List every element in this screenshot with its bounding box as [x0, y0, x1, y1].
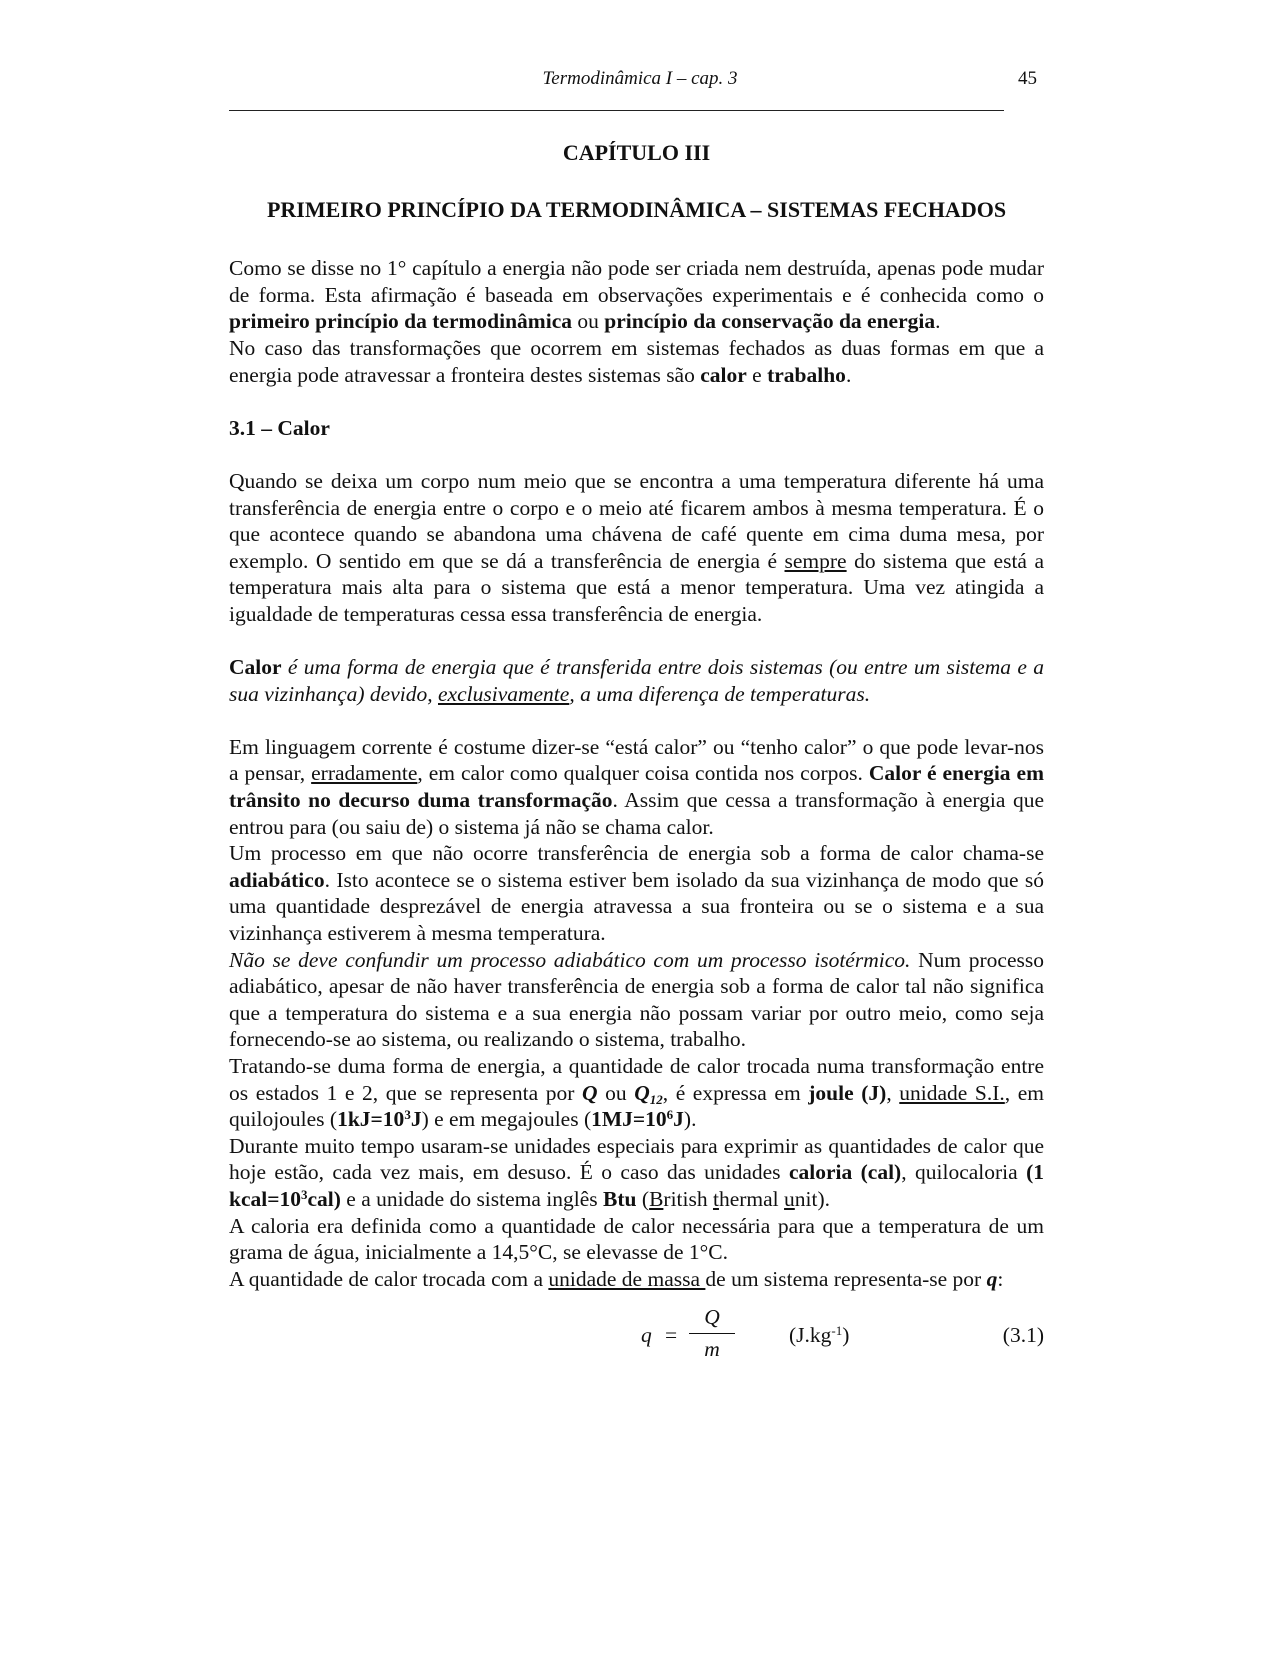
- section-heading: 3.1 – Calor: [229, 415, 330, 440]
- calor-paragraph-4: Um processo em que não ocorre transferência de energia sob a forma de calor chama-se adiabático. Isto acontece se o sistema estiver bem isolado da sua vizinhança de modo que só uma quantidade desprezável de energia atravessa a sua fronteira ou se o sistema e a sua vizinhança estiverem à mesma temperatura.: [229, 841, 1044, 946]
- calor-paragraph-9: A quantidade de calor trocada com a unidade de massa de um sistema representa-se por q:: [229, 1266, 1004, 1291]
- formula-unit: $(J.kg^{-1})$: [789, 1323, 850, 1348]
- running-header-title: Termodinâmica I – cap. 3: [542, 68, 738, 89]
- fraction-bar: [689, 1333, 735, 1334]
- header-rule: [229, 110, 1004, 111]
- equation-number: (3.1): [1002, 1323, 1044, 1348]
- calor-paragraph-3: Em linguagem corrente é costume dizer-se “está calor” ou “tenho calor” o que pode levar-nos a pensar, erradamente, em calor como qualquer coisa contida nos corpos. Calor é energia em trânsito no decurso duma transformação. Assim que cessa a transformação à energia que entrou para (ou saiu de) o sistema já não se chama calor.: [229, 734, 1044, 839]
- calor-paragraph-5: Não se deve confundir um processo adiabático com um processo isotérmico. Num processo adiabático, apesar de não haver transferência de energia sob a forma de calor tal não significa que a temperatura do sistema e a sua energia não possam variar por outro meio, como seja fornecendo-se ao sistema, ou realizando o sistema, trabalho.: [229, 947, 1044, 1052]
- formula-numerator: Q: [704, 1305, 720, 1330]
- formula-denominator: m: [704, 1336, 720, 1361]
- page-number: 45: [1018, 68, 1037, 89]
- chapter-label: CAPÍTULO III: [562, 140, 711, 165]
- equation-3-1: [229, 1302, 1044, 1372]
- chapter-title: PRIMEIRO PRINCÍPIO DA TERMODINÂMICA – SISTEMAS FECHADOS: [266, 196, 1007, 222]
- intro-paragraph-2: No caso das transformações que ocorrem em sistemas fechados as duas formas em que a energia pode atravessar a fronteira destes sistemas são calor e trabalho.: [229, 335, 1044, 387]
- page-body: [229, 132, 1044, 1372]
- intro-paragraph-1: Como se disse no 1° capítulo a energia não pode ser criada nem destruída, apenas pode mudar de forma. Esta afirmação é baseada em observações experimentais e é conhecida como o primeiro princípio da termodinâmica ou princípio da conservação da energia.: [229, 256, 1044, 334]
- formula-fraction: [689, 1304, 735, 1362]
- formula-equals: =: [665, 1323, 678, 1348]
- calor-paragraph-8: A caloria era definida como a quantidade de calor necessária para que a temperatura de um grama de água, inicialmente a 14,5°C, se elevasse de 1°C.: [229, 1213, 1044, 1265]
- calor-paragraph-7: Durante muito tempo usaram-se unidades especiais para exprimir as quantidades de calor que hoje estão, cada vez mais, em desuso. É o caso das unidades caloria (cal), quilocaloria (1 $kcal=10^3cal$) e a unidade do sistema inglês Btu (British thermal unit).: [229, 1133, 1045, 1211]
- formula-lhs: q: [641, 1323, 652, 1348]
- calor-paragraph-1: Quando se deixa um corpo num meio que se encontra a uma temperatura diferente há uma transferência de energia entre o corpo e o meio até ficarem ambos à mesma temperatura. É o que acontece quando se abandona uma chávena de café quente em cima duma mesa, por exemplo. O sentido em que se dá a transferência de energia é sempre do sistema que está a temperatura mais alta para o sistema que está a menor temperatura. Uma vez atingida a igualdade de temperaturas cessa essa transferência de energia.: [229, 468, 1044, 626]
- calor-definition: Calor é uma forma de energia que é transferida entre dois sistemas (ou entre um sistema e a sua vizinhança) devido, exclusivamente, a uma diferença de temperaturas.: [229, 655, 1044, 706]
- calor-paragraph-6: Tratando-se duma forma de energia, a quantidade de calor trocada numa transformação entre os estados 1 e 2, que se representa por Q ou $Q_{12}$, é expressa em joule (J), unidade S.I., em quilojoules $(1kJ=10^3J)$ e em megajoules $(1MJ=10^6J)$.: [229, 1054, 1045, 1132]
